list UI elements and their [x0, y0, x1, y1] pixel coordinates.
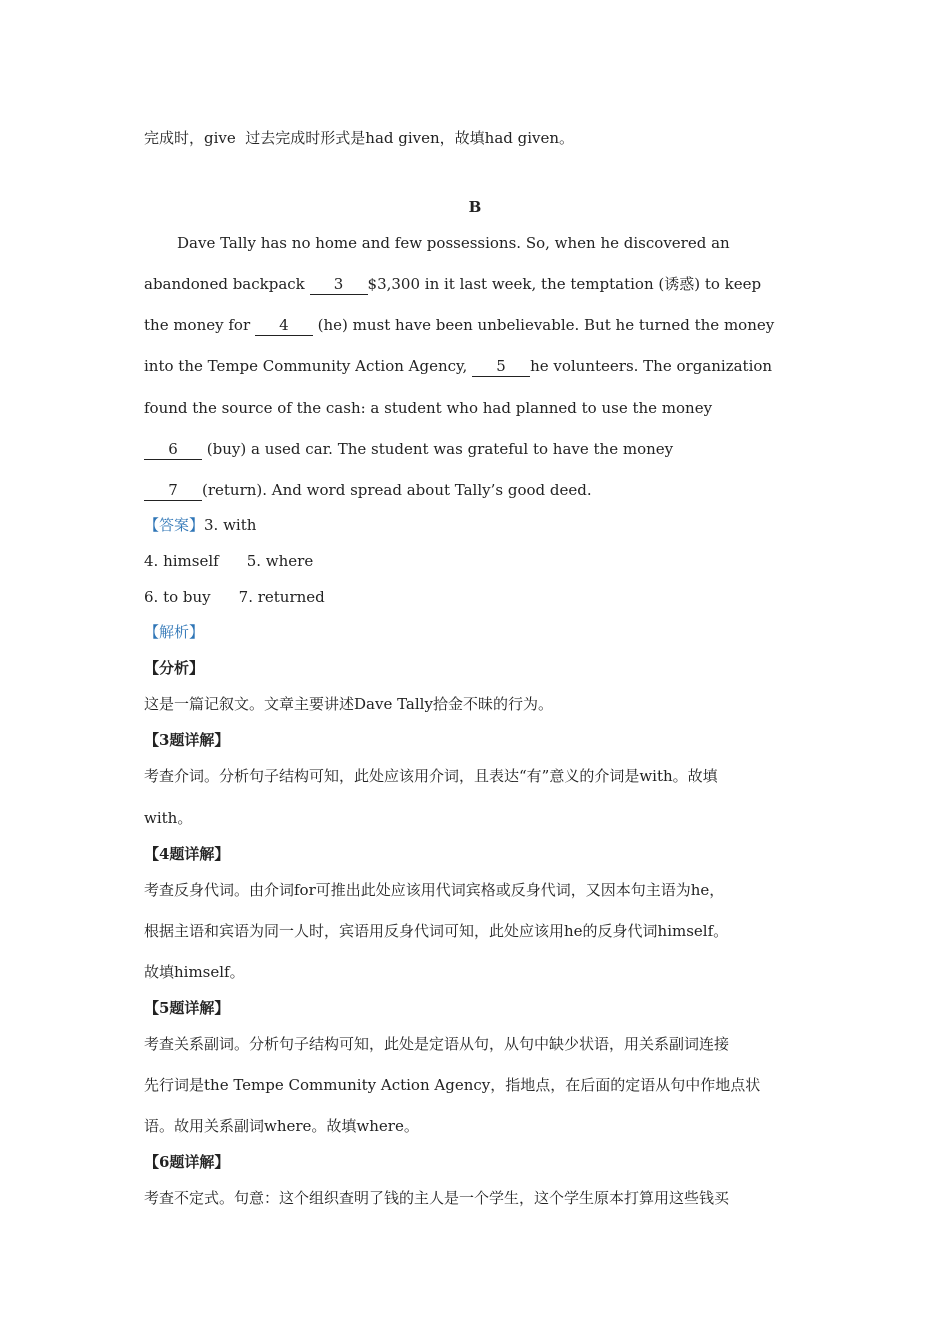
answer-line	[144, 515, 256, 535]
q3-line-2: with。	[144, 809, 193, 827]
answer-3: 3. with	[204, 516, 257, 534]
passage-line-2	[144, 274, 761, 295]
q3-line-1: 考查介词。分析句子结构可知，此处应该用介词，且表达“有”意义的介词是with。故填	[144, 767, 718, 785]
prev-answer-line: 完成时，give 过去完成时形式是had given，故填had given。	[144, 129, 575, 147]
passage-text: (buy) a used car. The student was grateful to have the money	[202, 440, 674, 458]
answer-tag: 【答案】	[144, 516, 205, 534]
passage-line-6	[144, 439, 673, 460]
q6-tag: 【6题详解】	[144, 1153, 230, 1171]
answer-4: 4. himself	[144, 552, 219, 570]
passage-line-7	[144, 480, 592, 501]
passage-line-1: Dave Tally has no home and few possessions. So, when he discovered an	[177, 234, 730, 252]
fenxi-text: 这是一篇记叙文。文章主要讲述Dave Tally拾金不昧的行为。	[144, 695, 553, 713]
answer-6: 6. to buy	[144, 588, 211, 606]
blank-3: 3	[310, 274, 368, 295]
q4-line-2: 根据主语和宾语为同一人时，宾语用反身代词可知，此处应该用he的反身代词himself。	[144, 922, 729, 940]
fenxi-tag: 【分析】	[144, 659, 205, 677]
q5-tag: 【5题详解】	[144, 999, 230, 1017]
q5-line-3: 语。故用关系副词where。故填where。	[144, 1117, 419, 1135]
passage-text: $3,300 in it last week, the temptation (诱惑) to keep	[367, 275, 762, 293]
passage-text: (he) must have been unbelievable. But he turned the money	[312, 316, 775, 334]
passage-text: abandoned backpack	[144, 275, 310, 293]
passage-line-4	[144, 356, 772, 377]
q4-line-1: 考查反身代词。由介词for可推出此处应该用代词宾格或反身代词，又因本句主语为he，	[144, 881, 725, 899]
blank-6: 6	[144, 439, 202, 460]
q3-tag: 【3题详解】	[144, 731, 230, 749]
passage-line-3	[144, 315, 774, 336]
q5-line-1: 考查关系副词。分析句子结构可知，此处是定语从句，从句中缺少状语，用关系副词连接	[144, 1035, 730, 1053]
analysis-tag: 【解析】	[144, 623, 205, 641]
answer-5: 5. where	[246, 552, 314, 570]
passage-text: the money for	[144, 316, 255, 334]
q4-tag: 【4题详解】	[144, 845, 230, 863]
q4-line-3: 故填himself。	[144, 963, 245, 981]
q6-line-1: 考查不定式。句意：这个组织查明了钱的主人是一个学生，这个学生原本打算用这些钱买	[144, 1189, 730, 1207]
blank-7: 7	[144, 480, 202, 501]
answer-line-2	[144, 551, 313, 571]
passage-text: into the Tempe Community Action Agency,	[144, 357, 473, 375]
passage-line-5: found the source of the cash: a student who had planned to use the money	[144, 399, 713, 417]
passage-text: he volunteers. The organization	[530, 357, 773, 375]
answer-7: 7. returned	[238, 588, 325, 606]
answer-line-3	[144, 587, 325, 607]
passage-heading: B	[468, 198, 482, 216]
q5-line-2: 先行词是the Tempe Community Action Agency，指地点，在后面的定语从句中作地点状	[144, 1076, 761, 1094]
passage-text: (return). And word spread about Tally’s good deed.	[202, 481, 592, 499]
blank-4: 4	[255, 315, 313, 336]
blank-5: 5	[472, 356, 530, 377]
